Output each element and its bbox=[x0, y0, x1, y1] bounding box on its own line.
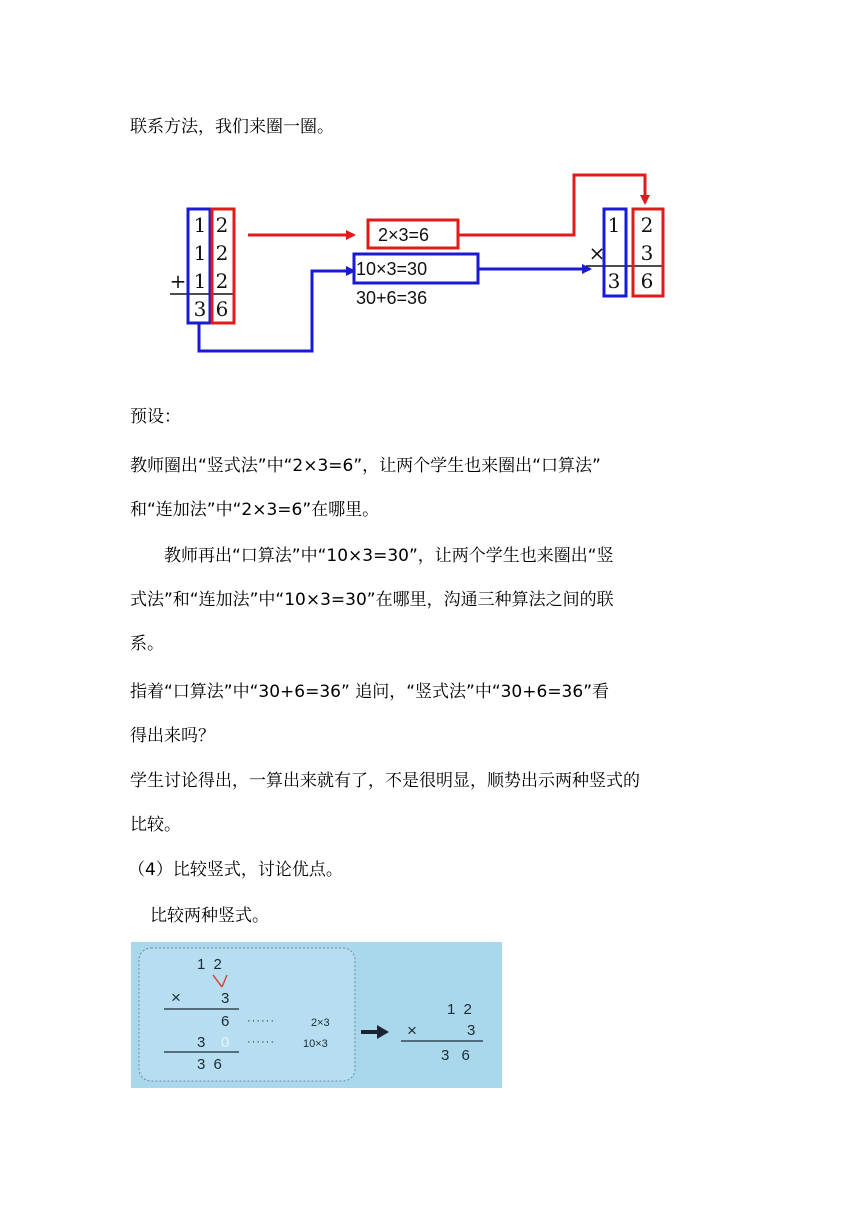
para3-line2: 得出来吗？ bbox=[130, 726, 215, 746]
section-4-heading: （4）比较竖式，讨论优点。 bbox=[128, 860, 343, 880]
add-tens-sum: 3 bbox=[193, 297, 207, 321]
eq-sum: 30+6=36 bbox=[356, 288, 428, 308]
mult-ones-result: 6 bbox=[640, 269, 654, 293]
mult-ones-top: 2 bbox=[640, 213, 654, 237]
mult-ones-multiplier: 3 bbox=[640, 241, 654, 265]
left-note-tens: 10×3 bbox=[303, 1038, 328, 1050]
mult-tens-result: 3 bbox=[607, 269, 621, 293]
para4-line1: 学生讨论得出，一算出来就有了，不是很明显，顺势出示两种竖式的 bbox=[130, 771, 640, 791]
para2-line3: 系。 bbox=[130, 634, 164, 654]
left-partial-zero: 0 bbox=[221, 1034, 230, 1051]
preset-label: 预设： bbox=[130, 407, 181, 427]
add-ones-3: 2 bbox=[215, 269, 229, 293]
mult-tens-top: 1 bbox=[607, 213, 621, 237]
intro-text: 联系方法，我们来圈一圈。 bbox=[130, 117, 334, 137]
methods-diagram bbox=[160, 165, 680, 365]
left-top-number: 1 2 bbox=[197, 956, 224, 973]
para2-line1: 教师再出“口算法”中“10×3=30”，让两个学生也来圈出“竖 bbox=[164, 546, 614, 566]
add-ones-2: 2 bbox=[215, 241, 229, 265]
eq-tens: 10×3=30 bbox=[356, 259, 428, 279]
times-sign: × bbox=[588, 241, 606, 265]
left-multiplier: 3 bbox=[221, 990, 230, 1007]
textbook-comparison-image bbox=[131, 942, 502, 1088]
add-ones-1: 2 bbox=[215, 213, 229, 237]
left-note-ones: 2×3 bbox=[311, 1017, 330, 1029]
left-dots-1: ······ bbox=[247, 1015, 275, 1027]
para3-line1: 指着“口算法”中“30+6=36” 追问，“竖式法”中“30+6=36”看 bbox=[130, 682, 609, 702]
left-partial-tens: 3 bbox=[197, 1034, 206, 1051]
para1-line1: 教师圈出“竖式法”中“2×3=6”，让两个学生也来圈出“口算法” bbox=[130, 456, 601, 476]
right-multiplier: 3 bbox=[467, 1022, 476, 1039]
add-ones-sum: 6 bbox=[215, 297, 229, 321]
left-dots-2: ······ bbox=[247, 1036, 275, 1048]
eq-ones: 2×3=6 bbox=[378, 225, 430, 245]
compare-text: 比较两种竖式。 bbox=[150, 906, 269, 926]
add-tens-3: 1 bbox=[193, 269, 207, 293]
para1-line2: 和“连加法”中“2×3=6”在哪里。 bbox=[130, 500, 380, 520]
right-times-sign: × bbox=[407, 1021, 417, 1040]
para4-line2: 比较。 bbox=[130, 815, 181, 835]
add-tens-1: 1 bbox=[193, 213, 207, 237]
right-top-number: 1 2 bbox=[447, 1001, 474, 1018]
add-tens-2: 1 bbox=[193, 241, 207, 265]
para2-line2: 式法”和“连加法”中“10×3=30”在哪里，沟通三种算法之间的联 bbox=[130, 590, 614, 610]
right-result: 3 6 bbox=[441, 1047, 474, 1064]
left-partial-ones: 6 bbox=[221, 1013, 230, 1030]
left-times-sign: × bbox=[171, 988, 181, 1007]
plus-sign: + bbox=[169, 269, 187, 293]
left-result: 3 6 bbox=[197, 1056, 224, 1073]
